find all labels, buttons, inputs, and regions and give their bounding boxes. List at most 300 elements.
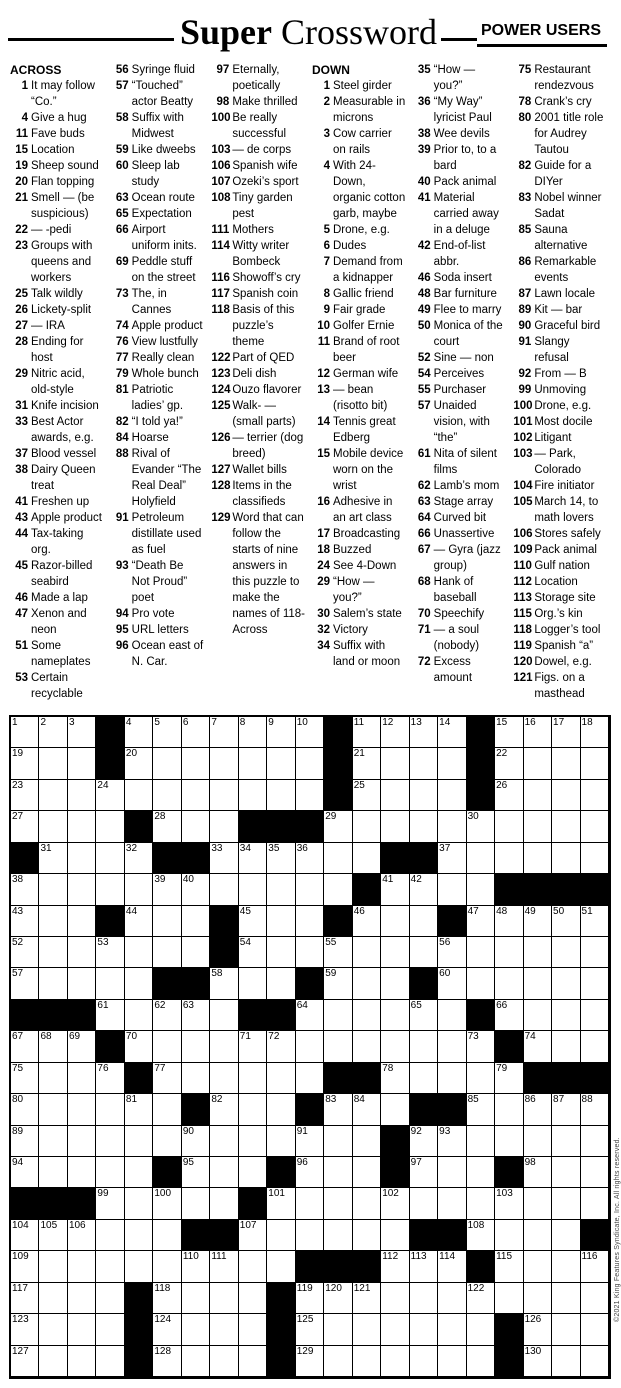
grid-cell[interactable]	[410, 717, 438, 748]
grid-cell[interactable]	[11, 1094, 39, 1125]
grid-cell[interactable]	[467, 906, 495, 937]
grid-cell[interactable]	[552, 1031, 580, 1062]
grid-cell[interactable]	[495, 748, 523, 779]
grid-cell[interactable]	[239, 1063, 267, 1094]
grid-cell[interactable]	[324, 1314, 352, 1345]
grid-cell[interactable]	[239, 1220, 267, 1251]
grid-cell[interactable]	[524, 1283, 552, 1314]
grid-cell[interactable]	[68, 1094, 96, 1125]
grid-cell[interactable]	[182, 748, 210, 779]
grid-cell[interactable]	[153, 1220, 181, 1251]
grid-cell[interactable]	[239, 874, 267, 905]
grid-cell[interactable]	[210, 1157, 238, 1188]
grid-cell[interactable]	[524, 843, 552, 874]
grid-cell[interactable]	[296, 843, 324, 874]
grid-cell[interactable]	[267, 1188, 295, 1219]
grid-cell[interactable]	[239, 1314, 267, 1345]
grid-cell[interactable]	[324, 1094, 352, 1125]
grid-cell[interactable]	[381, 1000, 409, 1031]
grid-cell[interactable]	[239, 1346, 267, 1377]
grid-cell[interactable]	[581, 937, 609, 968]
grid-cell[interactable]	[524, 1188, 552, 1219]
grid-cell[interactable]	[239, 1283, 267, 1314]
grid-cell[interactable]	[182, 1126, 210, 1157]
grid-cell[interactable]	[125, 937, 153, 968]
grid-cell[interactable]	[438, 780, 466, 811]
grid-cell[interactable]	[552, 843, 580, 874]
grid-cell[interactable]	[381, 780, 409, 811]
grid-cell[interactable]	[182, 1314, 210, 1345]
grid-cell[interactable]	[495, 843, 523, 874]
grid-cell[interactable]	[296, 1314, 324, 1345]
grid-cell[interactable]	[68, 937, 96, 968]
grid-cell[interactable]	[153, 717, 181, 748]
grid-cell[interactable]	[267, 1220, 295, 1251]
grid-cell[interactable]	[267, 937, 295, 968]
grid-cell[interactable]	[153, 937, 181, 968]
grid-cell[interactable]	[495, 1188, 523, 1219]
grid-cell[interactable]	[210, 748, 238, 779]
grid-cell[interactable]	[267, 748, 295, 779]
grid-cell[interactable]	[210, 1283, 238, 1314]
grid-cell[interactable]	[324, 1000, 352, 1031]
grid-cell[interactable]	[267, 1094, 295, 1125]
grid-cell[interactable]	[324, 1283, 352, 1314]
grid-cell[interactable]	[410, 1157, 438, 1188]
grid-cell[interactable]	[153, 748, 181, 779]
grid-cell[interactable]	[210, 1314, 238, 1345]
grid-cell[interactable]	[381, 1346, 409, 1377]
grid-cell[interactable]	[467, 937, 495, 968]
grid-cell[interactable]	[153, 1126, 181, 1157]
grid-cell[interactable]	[182, 1031, 210, 1062]
grid-cell[interactable]	[68, 1063, 96, 1094]
grid-cell[interactable]	[410, 1346, 438, 1377]
grid-cell[interactable]	[353, 906, 381, 937]
grid-cell[interactable]	[267, 717, 295, 748]
grid-cell[interactable]	[210, 1031, 238, 1062]
grid-cell[interactable]	[353, 1283, 381, 1314]
grid-cell[interactable]	[296, 1220, 324, 1251]
grid-cell[interactable]	[39, 717, 67, 748]
grid-cell[interactable]	[11, 1063, 39, 1094]
grid-cell[interactable]	[581, 906, 609, 937]
grid-cell[interactable]	[68, 748, 96, 779]
grid-cell[interactable]	[239, 843, 267, 874]
grid-cell[interactable]	[11, 937, 39, 968]
grid-cell[interactable]	[267, 780, 295, 811]
grid-cell[interactable]	[581, 1314, 609, 1345]
grid-cell[interactable]	[524, 1000, 552, 1031]
grid-cell[interactable]	[96, 1220, 124, 1251]
grid-cell[interactable]	[267, 906, 295, 937]
grid-cell[interactable]	[39, 1126, 67, 1157]
grid-cell[interactable]	[239, 1031, 267, 1062]
grid-cell[interactable]	[239, 937, 267, 968]
grid-cell[interactable]	[239, 906, 267, 937]
grid-cell[interactable]	[125, 780, 153, 811]
grid-cell[interactable]	[324, 1031, 352, 1062]
grid-cell[interactable]	[39, 1283, 67, 1314]
grid-cell[interactable]	[467, 1346, 495, 1377]
grid-cell[interactable]	[296, 937, 324, 968]
grid-cell[interactable]	[239, 748, 267, 779]
grid-cell[interactable]	[324, 843, 352, 874]
grid-cell[interactable]	[324, 937, 352, 968]
grid-cell[interactable]	[11, 874, 39, 905]
grid-cell[interactable]	[410, 748, 438, 779]
grid-cell[interactable]	[381, 874, 409, 905]
grid-cell[interactable]	[182, 1346, 210, 1377]
grid-cell[interactable]	[410, 1000, 438, 1031]
grid-cell[interactable]	[495, 906, 523, 937]
grid-cell[interactable]	[410, 1063, 438, 1094]
grid-cell[interactable]	[524, 1094, 552, 1125]
grid-cell[interactable]	[210, 780, 238, 811]
grid-cell[interactable]	[68, 1283, 96, 1314]
grid-cell[interactable]	[381, 968, 409, 999]
grid-cell[interactable]	[39, 1063, 67, 1094]
grid-cell[interactable]	[125, 1188, 153, 1219]
grid-cell[interactable]	[438, 937, 466, 968]
grid-cell[interactable]	[438, 1188, 466, 1219]
grid-cell[interactable]	[410, 937, 438, 968]
grid-cell[interactable]	[467, 1188, 495, 1219]
grid-cell[interactable]	[524, 1314, 552, 1345]
grid-cell[interactable]	[552, 1251, 580, 1282]
grid-cell[interactable]	[581, 1188, 609, 1219]
grid-cell[interactable]	[39, 780, 67, 811]
grid-cell[interactable]	[296, 780, 324, 811]
grid-cell[interactable]	[68, 1314, 96, 1345]
grid-cell[interactable]	[581, 968, 609, 999]
grid-cell[interactable]	[524, 968, 552, 999]
grid-cell[interactable]	[552, 906, 580, 937]
grid-cell[interactable]	[552, 1314, 580, 1345]
grid-cell[interactable]	[581, 1126, 609, 1157]
grid-cell[interactable]	[296, 1157, 324, 1188]
grid-cell[interactable]	[267, 874, 295, 905]
grid-cell[interactable]	[11, 1031, 39, 1062]
grid-cell[interactable]	[467, 874, 495, 905]
grid-cell[interactable]	[353, 717, 381, 748]
grid-cell[interactable]	[182, 1283, 210, 1314]
grid-cell[interactable]	[581, 1031, 609, 1062]
grid-cell[interactable]	[438, 1283, 466, 1314]
grid-cell[interactable]	[381, 1251, 409, 1282]
grid-cell[interactable]	[11, 906, 39, 937]
grid-cell[interactable]	[296, 1126, 324, 1157]
grid-cell[interactable]	[239, 780, 267, 811]
grid-cell[interactable]	[96, 843, 124, 874]
grid-cell[interactable]	[11, 1346, 39, 1377]
grid-cell[interactable]	[96, 811, 124, 842]
grid-cell[interactable]	[182, 717, 210, 748]
grid-cell[interactable]	[39, 1251, 67, 1282]
grid-cell[interactable]	[296, 1188, 324, 1219]
grid-cell[interactable]	[239, 1126, 267, 1157]
grid-cell[interactable]	[39, 843, 67, 874]
grid-cell[interactable]	[552, 968, 580, 999]
grid-cell[interactable]	[324, 1126, 352, 1157]
grid-cell[interactable]	[324, 874, 352, 905]
grid-cell[interactable]	[353, 1314, 381, 1345]
grid-cell[interactable]	[438, 1157, 466, 1188]
grid-cell[interactable]	[267, 1251, 295, 1282]
grid-cell[interactable]	[11, 748, 39, 779]
grid-cell[interactable]	[39, 1094, 67, 1125]
grid-cell[interactable]	[125, 1157, 153, 1188]
grid-cell[interactable]	[182, 780, 210, 811]
grid-cell[interactable]	[153, 1188, 181, 1219]
grid-cell[interactable]	[467, 843, 495, 874]
grid-cell[interactable]	[210, 1346, 238, 1377]
grid-cell[interactable]	[552, 811, 580, 842]
grid-cell[interactable]	[96, 874, 124, 905]
grid-cell[interactable]	[581, 717, 609, 748]
grid-cell[interactable]	[495, 968, 523, 999]
grid-cell[interactable]	[495, 1094, 523, 1125]
grid-cell[interactable]	[438, 811, 466, 842]
grid-cell[interactable]	[153, 1031, 181, 1062]
grid-cell[interactable]	[581, 811, 609, 842]
grid-cell[interactable]	[296, 1063, 324, 1094]
grid-cell[interactable]	[410, 874, 438, 905]
grid-cell[interactable]	[381, 1314, 409, 1345]
grid-cell[interactable]	[438, 1031, 466, 1062]
grid-cell[interactable]	[210, 717, 238, 748]
grid-cell[interactable]	[410, 906, 438, 937]
grid-cell[interactable]	[11, 968, 39, 999]
grid-cell[interactable]	[68, 1251, 96, 1282]
grid-cell[interactable]	[267, 1126, 295, 1157]
grid-cell[interactable]	[353, 811, 381, 842]
grid-cell[interactable]	[495, 937, 523, 968]
grid-cell[interactable]	[210, 1188, 238, 1219]
grid-cell[interactable]	[438, 717, 466, 748]
grid-cell[interactable]	[552, 1220, 580, 1251]
grid-cell[interactable]	[296, 1283, 324, 1314]
grid-cell[interactable]	[296, 717, 324, 748]
grid-cell[interactable]	[39, 1220, 67, 1251]
grid-cell[interactable]	[125, 1094, 153, 1125]
grid-cell[interactable]	[495, 811, 523, 842]
grid-cell[interactable]	[96, 937, 124, 968]
grid-cell[interactable]	[96, 1314, 124, 1345]
grid-cell[interactable]	[467, 1094, 495, 1125]
grid-cell[interactable]	[552, 1188, 580, 1219]
grid-cell[interactable]	[438, 843, 466, 874]
grid-cell[interactable]	[11, 1251, 39, 1282]
grid-cell[interactable]	[467, 1314, 495, 1345]
grid-cell[interactable]	[210, 1126, 238, 1157]
grid-cell[interactable]	[96, 968, 124, 999]
grid-cell[interactable]	[296, 1031, 324, 1062]
grid-cell[interactable]	[39, 1031, 67, 1062]
grid-cell[interactable]	[125, 1251, 153, 1282]
grid-cell[interactable]	[410, 1283, 438, 1314]
grid-cell[interactable]	[153, 1000, 181, 1031]
grid-cell[interactable]	[153, 1346, 181, 1377]
grid-cell[interactable]	[353, 1094, 381, 1125]
grid-cell[interactable]	[125, 968, 153, 999]
grid-cell[interactable]	[267, 843, 295, 874]
grid-cell[interactable]	[438, 1126, 466, 1157]
grid-cell[interactable]	[125, 843, 153, 874]
grid-cell[interactable]	[96, 780, 124, 811]
grid-cell[interactable]	[524, 811, 552, 842]
grid-cell[interactable]	[239, 968, 267, 999]
grid-cell[interactable]	[39, 1157, 67, 1188]
grid-cell[interactable]	[410, 1314, 438, 1345]
grid-cell[interactable]	[381, 811, 409, 842]
grid-cell[interactable]	[467, 968, 495, 999]
grid-cell[interactable]	[182, 1157, 210, 1188]
grid-cell[interactable]	[495, 780, 523, 811]
grid-cell[interactable]	[581, 1346, 609, 1377]
grid-cell[interactable]	[524, 1157, 552, 1188]
grid-cell[interactable]	[381, 1283, 409, 1314]
grid-cell[interactable]	[210, 1000, 238, 1031]
grid-cell[interactable]	[267, 1031, 295, 1062]
grid-cell[interactable]	[381, 1188, 409, 1219]
grid-cell[interactable]	[153, 1063, 181, 1094]
grid-cell[interactable]	[239, 717, 267, 748]
grid-cell[interactable]	[495, 717, 523, 748]
grid-cell[interactable]	[581, 1000, 609, 1031]
grid-cell[interactable]	[267, 968, 295, 999]
grid-cell[interactable]	[210, 968, 238, 999]
grid-cell[interactable]	[410, 811, 438, 842]
grid-cell[interactable]	[68, 811, 96, 842]
grid-cell[interactable]	[581, 843, 609, 874]
grid-cell[interactable]	[495, 1126, 523, 1157]
grid-cell[interactable]	[68, 1220, 96, 1251]
grid-cell[interactable]	[182, 811, 210, 842]
grid-cell[interactable]	[438, 968, 466, 999]
grid-cell[interactable]	[96, 1094, 124, 1125]
grid-cell[interactable]	[39, 874, 67, 905]
grid-cell[interactable]	[552, 1346, 580, 1377]
grid-cell[interactable]	[467, 1031, 495, 1062]
grid-cell[interactable]	[581, 748, 609, 779]
grid-cell[interactable]	[153, 874, 181, 905]
grid-cell[interactable]	[68, 780, 96, 811]
grid-cell[interactable]	[182, 1251, 210, 1282]
grid-cell[interactable]	[353, 1220, 381, 1251]
grid-cell[interactable]	[495, 1251, 523, 1282]
grid-cell[interactable]	[68, 1031, 96, 1062]
grid-cell[interactable]	[524, 780, 552, 811]
grid-cell[interactable]	[96, 1283, 124, 1314]
grid-cell[interactable]	[125, 717, 153, 748]
grid-cell[interactable]	[182, 874, 210, 905]
grid-cell[interactable]	[153, 780, 181, 811]
grid-cell[interactable]	[552, 748, 580, 779]
grid-cell[interactable]	[153, 1314, 181, 1345]
grid-cell[interactable]	[467, 1283, 495, 1314]
grid-cell[interactable]	[353, 1126, 381, 1157]
grid-cell[interactable]	[296, 906, 324, 937]
grid-cell[interactable]	[39, 906, 67, 937]
grid-cell[interactable]	[96, 1251, 124, 1282]
grid-cell[interactable]	[438, 1251, 466, 1282]
grid-cell[interactable]	[182, 1000, 210, 1031]
grid-cell[interactable]	[381, 748, 409, 779]
grid-cell[interactable]	[153, 906, 181, 937]
grid-cell[interactable]	[39, 811, 67, 842]
grid-cell[interactable]	[324, 811, 352, 842]
grid-cell[interactable]	[552, 717, 580, 748]
grid-cell[interactable]	[353, 1157, 381, 1188]
grid-cell[interactable]	[467, 1157, 495, 1188]
grid-cell[interactable]	[495, 1220, 523, 1251]
grid-cell[interactable]	[11, 717, 39, 748]
grid-cell[interactable]	[68, 1157, 96, 1188]
grid-cell[interactable]	[125, 748, 153, 779]
grid-cell[interactable]	[495, 1063, 523, 1094]
grid-cell[interactable]	[210, 1251, 238, 1282]
grid-cell[interactable]	[552, 1094, 580, 1125]
grid-cell[interactable]	[552, 1157, 580, 1188]
grid-cell[interactable]	[210, 843, 238, 874]
grid-cell[interactable]	[68, 717, 96, 748]
grid-cell[interactable]	[96, 1000, 124, 1031]
grid-cell[interactable]	[467, 1220, 495, 1251]
grid-cell[interactable]	[581, 1283, 609, 1314]
grid-cell[interactable]	[210, 874, 238, 905]
grid-cell[interactable]	[353, 937, 381, 968]
grid-cell[interactable]	[438, 1346, 466, 1377]
grid-cell[interactable]	[39, 937, 67, 968]
grid-cell[interactable]	[381, 1220, 409, 1251]
grid-cell[interactable]	[467, 811, 495, 842]
grid-cell[interactable]	[438, 874, 466, 905]
grid-cell[interactable]	[239, 1157, 267, 1188]
grid-cell[interactable]	[11, 1126, 39, 1157]
grid-cell[interactable]	[524, 1346, 552, 1377]
grid-cell[interactable]	[210, 1094, 238, 1125]
grid-cell[interactable]	[182, 1063, 210, 1094]
grid-cell[interactable]	[210, 1063, 238, 1094]
grid-cell[interactable]	[296, 748, 324, 779]
grid-cell[interactable]	[153, 1094, 181, 1125]
grid-cell[interactable]	[324, 1220, 352, 1251]
grid-cell[interactable]	[524, 748, 552, 779]
grid-cell[interactable]	[68, 874, 96, 905]
grid-cell[interactable]	[210, 811, 238, 842]
grid-cell[interactable]	[239, 1251, 267, 1282]
grid-cell[interactable]	[96, 1126, 124, 1157]
grid-cell[interactable]	[410, 1126, 438, 1157]
grid-cell[interactable]	[324, 968, 352, 999]
grid-cell[interactable]	[524, 717, 552, 748]
grid-cell[interactable]	[467, 1126, 495, 1157]
grid-cell[interactable]	[11, 1283, 39, 1314]
grid-cell[interactable]	[125, 1031, 153, 1062]
grid-cell[interactable]	[39, 968, 67, 999]
grid-cell[interactable]	[182, 906, 210, 937]
grid-cell[interactable]	[552, 1000, 580, 1031]
grid-cell[interactable]	[353, 968, 381, 999]
grid-cell[interactable]	[296, 874, 324, 905]
grid-cell[interactable]	[552, 1283, 580, 1314]
grid-cell[interactable]	[353, 1346, 381, 1377]
grid-cell[interactable]	[410, 780, 438, 811]
grid-cell[interactable]	[296, 1000, 324, 1031]
grid-cell[interactable]	[524, 1220, 552, 1251]
grid-cell[interactable]	[581, 1251, 609, 1282]
